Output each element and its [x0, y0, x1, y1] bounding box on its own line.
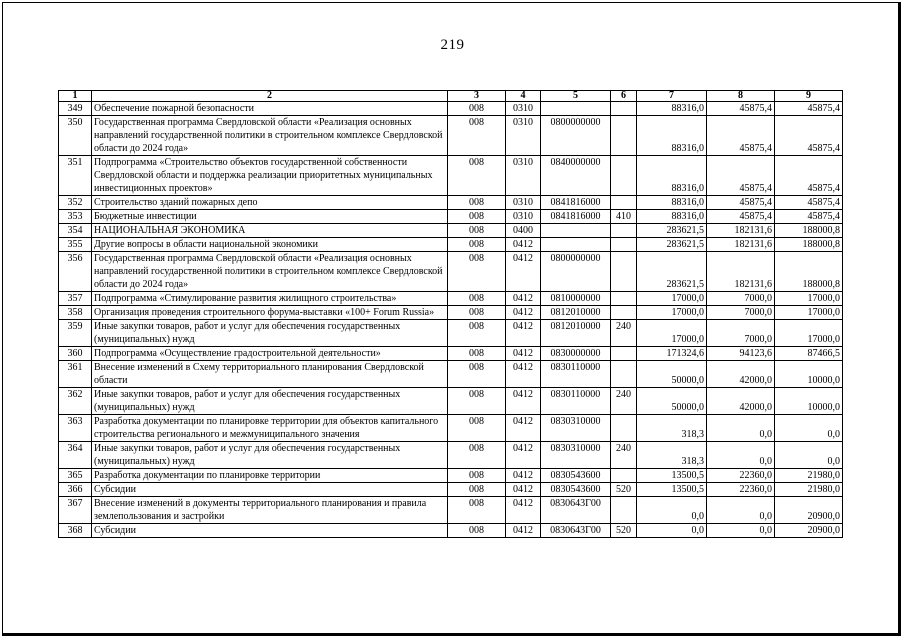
item-name-cell: Строительство зданий пожарных депо: [92, 196, 448, 210]
expense-type-code-cell: [611, 196, 637, 210]
amount-year-2-cell: 42000,0: [707, 388, 775, 415]
section-code-cell: 0412: [506, 388, 541, 415]
amount-year-3-cell: 188000,8: [775, 238, 843, 252]
row-number-cell: 363: [59, 415, 92, 442]
amount-year-1-cell: 171324,6: [637, 347, 707, 361]
ministry-code-cell: 008: [448, 292, 506, 306]
table-row: [59, 306, 843, 320]
amount-year-2-cell: 22360,0: [707, 469, 775, 483]
amount-year-1-cell: 318,3: [637, 442, 707, 469]
item-name-cell: Подпрограмма «Строительство объектов государственной собственности Свердловской области и поддержка реализации приоритетных муниципальных инвестиционных проектов»: [92, 156, 448, 196]
ministry-code-cell: 008: [448, 116, 506, 156]
section-code-cell: 0310: [506, 116, 541, 156]
row-number-cell: 357: [59, 292, 92, 306]
section-code-cell: 0412: [506, 238, 541, 252]
section-code-cell: 0412: [506, 497, 541, 524]
ministry-code-cell: 008: [448, 156, 506, 196]
amount-year-1-cell: 318,3: [637, 415, 707, 442]
header-cell: 9: [775, 91, 843, 102]
header-cell: 1: [59, 91, 92, 102]
amount-year-3-cell: 17000,0: [775, 320, 843, 347]
target-article-code-cell: 0830543600: [541, 469, 611, 483]
header-cell: 7: [637, 91, 707, 102]
target-article-code-cell: 0830110000: [541, 361, 611, 388]
table-row: [59, 469, 843, 483]
row-number-cell: 352: [59, 196, 92, 210]
item-name-cell: Организация проведения строительного форума-выставки «100+ Forum Russia»: [92, 306, 448, 320]
amount-year-3-cell: 17000,0: [775, 306, 843, 320]
amount-year-2-cell: 22360,0: [707, 483, 775, 497]
amount-year-1-cell: 283621,5: [637, 238, 707, 252]
amount-year-1-cell: 13500,5: [637, 483, 707, 497]
ministry-code-cell: 008: [448, 347, 506, 361]
ministry-code-cell: 008: [448, 497, 506, 524]
row-number-cell: 356: [59, 252, 92, 292]
item-name-cell: Иные закупки товаров, работ и услуг для обеспечения государственных (муниципальных) нужд: [92, 320, 448, 347]
item-name-cell: Субсидии: [92, 483, 448, 497]
amount-year-3-cell: 45875,4: [775, 116, 843, 156]
header-cell: 2: [92, 91, 448, 102]
amount-year-3-cell: 188000,8: [775, 224, 843, 238]
section-code-cell: 0310: [506, 156, 541, 196]
expense-type-code-cell: [611, 224, 637, 238]
row-number-cell: 351: [59, 156, 92, 196]
amount-year-2-cell: 0,0: [707, 524, 775, 538]
amount-year-3-cell: 0,0: [775, 415, 843, 442]
amount-year-2-cell: 7000,0: [707, 306, 775, 320]
row-number-cell: 365: [59, 469, 92, 483]
header-cell: 5: [541, 91, 611, 102]
ministry-code-cell: 008: [448, 320, 506, 347]
amount-year-1-cell: 88316,0: [637, 156, 707, 196]
target-article-code-cell: 0812010000: [541, 320, 611, 347]
section-code-cell: 0310: [506, 102, 541, 116]
table-row: [59, 415, 843, 442]
row-number-cell: 354: [59, 224, 92, 238]
row-number-cell: 350: [59, 116, 92, 156]
amount-year-2-cell: 45875,4: [707, 116, 775, 156]
item-name-cell: Внесение изменений в документы территориального планирования и правила землепользования и застройки: [92, 497, 448, 524]
expense-type-code-cell: [611, 469, 637, 483]
item-name-cell: Подпрограмма «Стимулирование развития жилищного строительства»: [92, 292, 448, 306]
item-name-cell: Бюджетные инвестиции: [92, 210, 448, 224]
amount-year-2-cell: 45875,4: [707, 102, 775, 116]
page-number: 219: [440, 37, 465, 53]
item-name-cell: Другие вопросы в области национальной экономики: [92, 238, 448, 252]
target-article-code-cell: 0830643Г00: [541, 497, 611, 524]
table-row: [59, 524, 843, 538]
amount-year-1-cell: 50000,0: [637, 361, 707, 388]
amount-year-1-cell: 13500,5: [637, 469, 707, 483]
ministry-code-cell: 008: [448, 388, 506, 415]
amount-year-3-cell: 17000,0: [775, 292, 843, 306]
amount-year-1-cell: 0,0: [637, 497, 707, 524]
target-article-code-cell: 0830543600: [541, 483, 611, 497]
table-header-row: [59, 91, 843, 102]
amount-year-3-cell: 20900,0: [775, 524, 843, 538]
amount-year-2-cell: 0,0: [707, 497, 775, 524]
item-name-cell: Иные закупки товаров, работ и услуг для обеспечения государственных (муниципальных) нужд: [92, 442, 448, 469]
amount-year-1-cell: 88316,0: [637, 116, 707, 156]
amount-year-2-cell: 45875,4: [707, 210, 775, 224]
expense-type-code-cell: [611, 497, 637, 524]
table-row: [59, 292, 843, 306]
amount-year-1-cell: 283621,5: [637, 224, 707, 238]
expense-type-code-cell: [611, 347, 637, 361]
header-cell: 3: [448, 91, 506, 102]
expense-type-code-cell: [611, 361, 637, 388]
ministry-code-cell: 008: [448, 361, 506, 388]
item-name-cell: НАЦИОНАЛЬНАЯ ЭКОНОМИКА: [92, 224, 448, 238]
amount-year-2-cell: 182131,6: [707, 238, 775, 252]
expense-type-code-cell: 410: [611, 210, 637, 224]
item-name-cell: Субсидии: [92, 524, 448, 538]
ministry-code-cell: 008: [448, 415, 506, 442]
expense-type-code-cell: [611, 238, 637, 252]
section-code-cell: 0412: [506, 306, 541, 320]
ministry-code-cell: 008: [448, 196, 506, 210]
target-article-code-cell: 0830310000: [541, 415, 611, 442]
target-article-code-cell: 0812010000: [541, 306, 611, 320]
expense-type-code-cell: [611, 252, 637, 292]
row-number-cell: 368: [59, 524, 92, 538]
ministry-code-cell: 008: [448, 210, 506, 224]
row-number-cell: 361: [59, 361, 92, 388]
section-code-cell: 0400: [506, 224, 541, 238]
amount-year-3-cell: 20900,0: [775, 497, 843, 524]
amount-year-3-cell: 45875,4: [775, 102, 843, 116]
amount-year-1-cell: 88316,0: [637, 210, 707, 224]
table-row: [59, 116, 843, 156]
table-row: [59, 388, 843, 415]
section-code-cell: 0412: [506, 361, 541, 388]
ministry-code-cell: 008: [448, 524, 506, 538]
target-article-code-cell: 0800000000: [541, 116, 611, 156]
target-article-code-cell: 0810000000: [541, 292, 611, 306]
amount-year-3-cell: 87466,5: [775, 347, 843, 361]
section-code-cell: 0412: [506, 442, 541, 469]
amount-year-3-cell: 21980,0: [775, 469, 843, 483]
ministry-code-cell: 008: [448, 252, 506, 292]
amount-year-3-cell: 45875,4: [775, 156, 843, 196]
row-number-cell: 353: [59, 210, 92, 224]
table-row: [59, 252, 843, 292]
table-row: [59, 442, 843, 469]
amount-year-3-cell: 10000,0: [775, 361, 843, 388]
item-name-cell: Разработка документации по планировке территории: [92, 469, 448, 483]
amount-year-1-cell: 17000,0: [637, 292, 707, 306]
amount-year-3-cell: 45875,4: [775, 210, 843, 224]
budget-table: [58, 90, 843, 538]
amount-year-1-cell: 50000,0: [637, 388, 707, 415]
section-code-cell: 0412: [506, 469, 541, 483]
header-cell: 8: [707, 91, 775, 102]
amount-year-1-cell: 88316,0: [637, 102, 707, 116]
ministry-code-cell: 008: [448, 238, 506, 252]
expense-type-code-cell: 240: [611, 442, 637, 469]
ministry-code-cell: 008: [448, 306, 506, 320]
table-row: [59, 497, 843, 524]
item-name-cell: Иные закупки товаров, работ и услуг для обеспечения государственных (муниципальных) нужд: [92, 388, 448, 415]
table-row: [59, 238, 843, 252]
expense-type-code-cell: [611, 306, 637, 320]
amount-year-3-cell: 21980,0: [775, 483, 843, 497]
amount-year-2-cell: 42000,0: [707, 361, 775, 388]
section-code-cell: 0412: [506, 347, 541, 361]
table-row: [59, 320, 843, 347]
row-number-cell: 362: [59, 388, 92, 415]
header-cell: 4: [506, 91, 541, 102]
table-row: [59, 361, 843, 388]
expense-type-code-cell: [611, 116, 637, 156]
expense-type-code-cell: [611, 415, 637, 442]
section-code-cell: 0412: [506, 483, 541, 497]
section-code-cell: 0310: [506, 196, 541, 210]
row-number-cell: 358: [59, 306, 92, 320]
ministry-code-cell: 008: [448, 102, 506, 116]
amount-year-3-cell: 10000,0: [775, 388, 843, 415]
item-name-cell: Разработка документации по планировке территории для объектов капитального строительства регионального и межмуниципального значения: [92, 415, 448, 442]
ministry-code-cell: 008: [448, 469, 506, 483]
table-row: [59, 102, 843, 116]
amount-year-2-cell: 45875,4: [707, 156, 775, 196]
table-row: [59, 196, 843, 210]
amount-year-1-cell: 0,0: [637, 524, 707, 538]
table-row: [59, 224, 843, 238]
amount-year-2-cell: 94123,6: [707, 347, 775, 361]
target-article-code-cell: [541, 224, 611, 238]
amount-year-2-cell: 45875,4: [707, 196, 775, 210]
amount-year-2-cell: 182131,6: [707, 224, 775, 238]
section-code-cell: 0412: [506, 415, 541, 442]
item-name-cell: Государственная программа Свердловской области «Реализация основных направлений государственной политики в строительном комплексе Свердловской области до 2024 года»: [92, 252, 448, 292]
ministry-code-cell: 008: [448, 442, 506, 469]
row-number-cell: 360: [59, 347, 92, 361]
ministry-code-cell: 008: [448, 224, 506, 238]
amount-year-2-cell: 182131,6: [707, 252, 775, 292]
expense-type-code-cell: [611, 156, 637, 196]
item-name-cell: Подпрограмма «Осуществление градостроительной деятельности»: [92, 347, 448, 361]
target-article-code-cell: 0830643Г00: [541, 524, 611, 538]
target-article-code-cell: 0830110000: [541, 388, 611, 415]
amount-year-3-cell: 45875,4: [775, 196, 843, 210]
target-article-code-cell: [541, 102, 611, 116]
table-row: [59, 210, 843, 224]
expense-type-code-cell: 520: [611, 524, 637, 538]
row-number-cell: 364: [59, 442, 92, 469]
target-article-code-cell: 0830000000: [541, 347, 611, 361]
section-code-cell: 0412: [506, 252, 541, 292]
target-article-code-cell: 0800000000: [541, 252, 611, 292]
amount-year-1-cell: 88316,0: [637, 196, 707, 210]
item-name-cell: Государственная программа Свердловской области «Реализация основных направлений государственной политики в строительном комплексе Свердловской области до 2024 года»: [92, 116, 448, 156]
row-number-cell: 367: [59, 497, 92, 524]
item-name-cell: Внесение изменений в Схему территориального планирования Свердловской области: [92, 361, 448, 388]
target-article-code-cell: 0840000000: [541, 156, 611, 196]
amount-year-2-cell: 7000,0: [707, 320, 775, 347]
amount-year-2-cell: 0,0: [707, 415, 775, 442]
expense-type-code-cell: 520: [611, 483, 637, 497]
table-row: [59, 483, 843, 497]
row-number-cell: 349: [59, 102, 92, 116]
target-article-code-cell: [541, 238, 611, 252]
section-code-cell: 0412: [506, 524, 541, 538]
amount-year-1-cell: 17000,0: [637, 320, 707, 347]
target-article-code-cell: 0841816000: [541, 196, 611, 210]
target-article-code-cell: 0830310000: [541, 442, 611, 469]
row-number-cell: 359: [59, 320, 92, 347]
expense-type-code-cell: 240: [611, 388, 637, 415]
table-row: [59, 347, 843, 361]
row-number-cell: 366: [59, 483, 92, 497]
item-name-cell: Обеспечение пожарной безопасности: [92, 102, 448, 116]
target-article-code-cell: 0841816000: [541, 210, 611, 224]
expense-type-code-cell: 240: [611, 320, 637, 347]
section-code-cell: 0310: [506, 210, 541, 224]
amount-year-3-cell: 188000,8: [775, 252, 843, 292]
amount-year-2-cell: 0,0: [707, 442, 775, 469]
expense-type-code-cell: [611, 292, 637, 306]
section-code-cell: 0412: [506, 320, 541, 347]
amount-year-3-cell: 0,0: [775, 442, 843, 469]
amount-year-1-cell: 283621,5: [637, 252, 707, 292]
ministry-code-cell: 008: [448, 483, 506, 497]
header-cell: 6: [611, 91, 637, 102]
amount-year-2-cell: 7000,0: [707, 292, 775, 306]
amount-year-1-cell: 17000,0: [637, 306, 707, 320]
row-number-cell: 355: [59, 238, 92, 252]
expense-type-code-cell: [611, 102, 637, 116]
section-code-cell: 0412: [506, 292, 541, 306]
table-row: [59, 156, 843, 196]
